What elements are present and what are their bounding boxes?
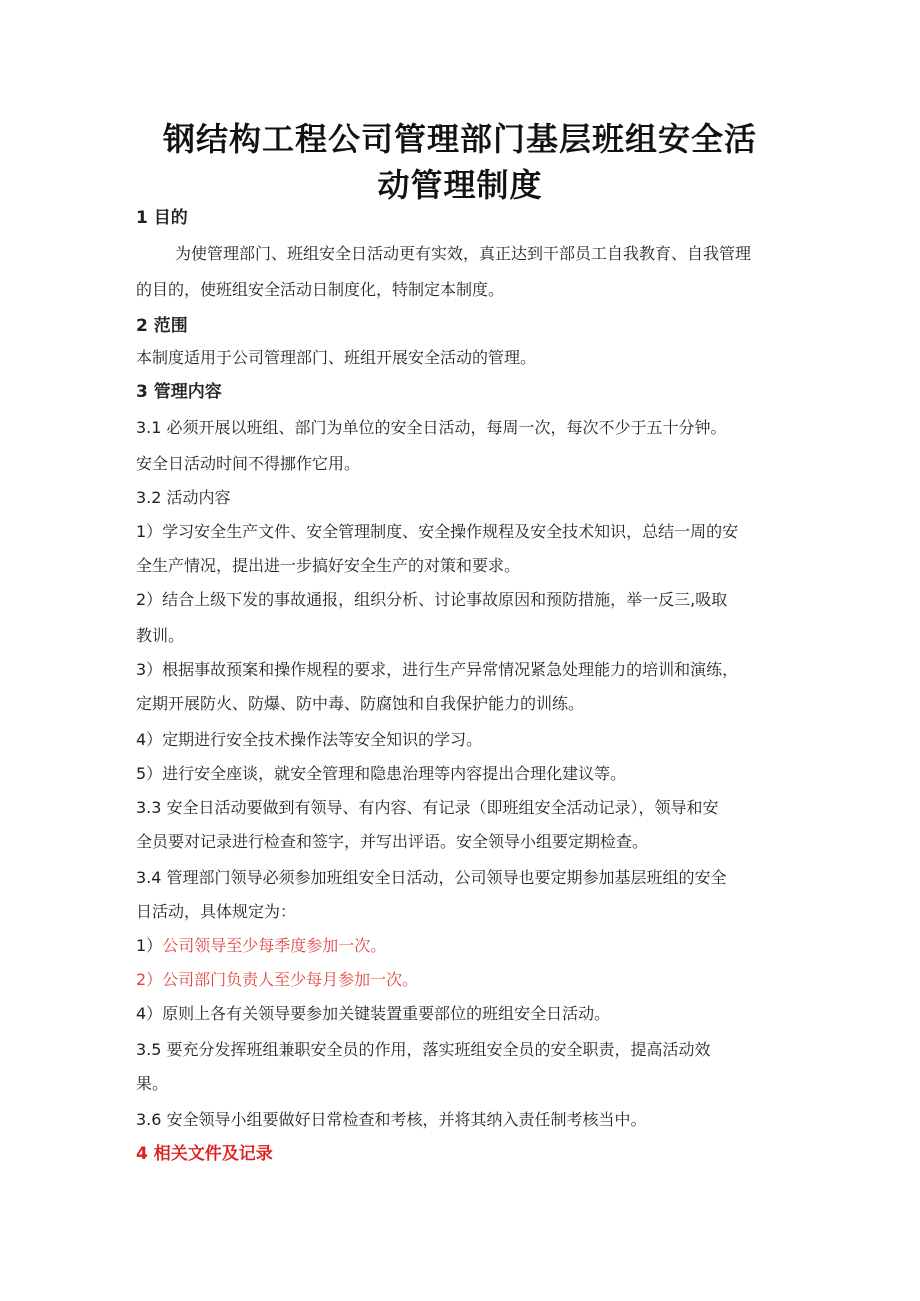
clause-3-1-line-1: 3.1 必须开展以班组、部门为单位的安全日活动，每周一次，每次不少于五十分钟。 <box>136 418 727 437</box>
activity-item-2-line-2: 教训。 <box>136 626 185 645</box>
clause-3-4-line-1: 3.4 管理部门领导必须参加班组安全日活动，公司领导也要定期参加基层班组的安全 <box>136 868 727 887</box>
activity-item-3-line-1: 3）根据事故预案和操作规程的要求，进行生产异常情况紧急处理能力的培训和演练， <box>136 660 739 679</box>
section-2-paragraph: 本制度适用于公司管理部门、班组开展安全活动的管理。 <box>136 348 537 367</box>
clause-3-4-line-2: 日活动，具体规定为： <box>136 902 297 921</box>
rule-item-1 <box>136 934 786 958</box>
clause-3-3-line-1: 3.3 安全日活动要做到有领导、有内容、有记录（即班组安全活动记录），领导和安 <box>136 798 719 817</box>
section-1-heading: 1 目的 <box>136 208 188 228</box>
clause-3-6: 3.6 安全领导小组要做好日常检查和考核，并将其纳入责任制考核当中。 <box>136 1110 647 1129</box>
section-4-heading: 4 相关文件及记录 <box>136 1144 273 1164</box>
activity-item-1-line-1: 1）学习安全生产文件、安全管理制度、安全操作规程及安全技术知识，总结一周的安 <box>136 522 739 541</box>
activity-item-4: 4）定期进行安全技术操作法等安全知识的学习。 <box>136 730 483 749</box>
rule-item-1-number: 1） <box>136 936 163 955</box>
document-title-line-1: 钢结构工程公司管理部门基层班组安全活 <box>162 120 757 158</box>
rule-item-1-text: 公司领导至少每季度参加一次。 <box>162 936 387 955</box>
activity-item-1-line-2: 全生产情况，提出进一步搞好安全生产的对策和要求。 <box>136 556 521 575</box>
section-3-heading: 3 管理内容 <box>136 382 222 402</box>
rule-item-4: 4）原则上各有关领导要参加关键装置重要部位的班组安全日活动。 <box>136 1004 611 1023</box>
section-1-paragraph-line-2: 的目的，使班组安全活动日制度化，特制定本制度。 <box>136 280 505 299</box>
clause-3-5-line-2: 果。 <box>136 1074 169 1093</box>
activity-item-3-line-2: 定期开展防火、防爆、防中毒、防腐蚀和自我保护能力的训练。 <box>136 694 585 713</box>
clause-3-5-line-1: 3.5 要充分发挥班组兼职安全员的作用，落实班组安全员的安全职责，提高活动效 <box>136 1040 711 1059</box>
rule-item-2: 2）公司部门负责人至少每月参加一次。 <box>136 970 419 989</box>
activity-item-2-line-1: 2）结合上级下发的事故通报，组织分析、讨论事故原因和预防措施，举一反三,吸取 <box>136 590 728 609</box>
clause-3-3-line-2: 全员要对记录进行检查和签字，并写出评语。安全领导小组要定期检查。 <box>136 832 649 851</box>
activity-item-5: 5）进行安全座谈，就安全管理和隐患治理等内容提出合理化建议等。 <box>136 764 627 783</box>
clause-3-2-heading: 3.2 活动内容 <box>136 488 231 507</box>
document-title-line-2: 动管理制度 <box>377 166 543 204</box>
section-2-heading: 2 范围 <box>136 316 188 336</box>
section-1-paragraph-line-1: 为使管理部门、班组安全日活动更有实效，真正达到干部员工自我教育、自我管理 <box>175 244 752 263</box>
clause-3-1-line-2: 安全日活动时间不得挪作它用。 <box>136 454 361 473</box>
